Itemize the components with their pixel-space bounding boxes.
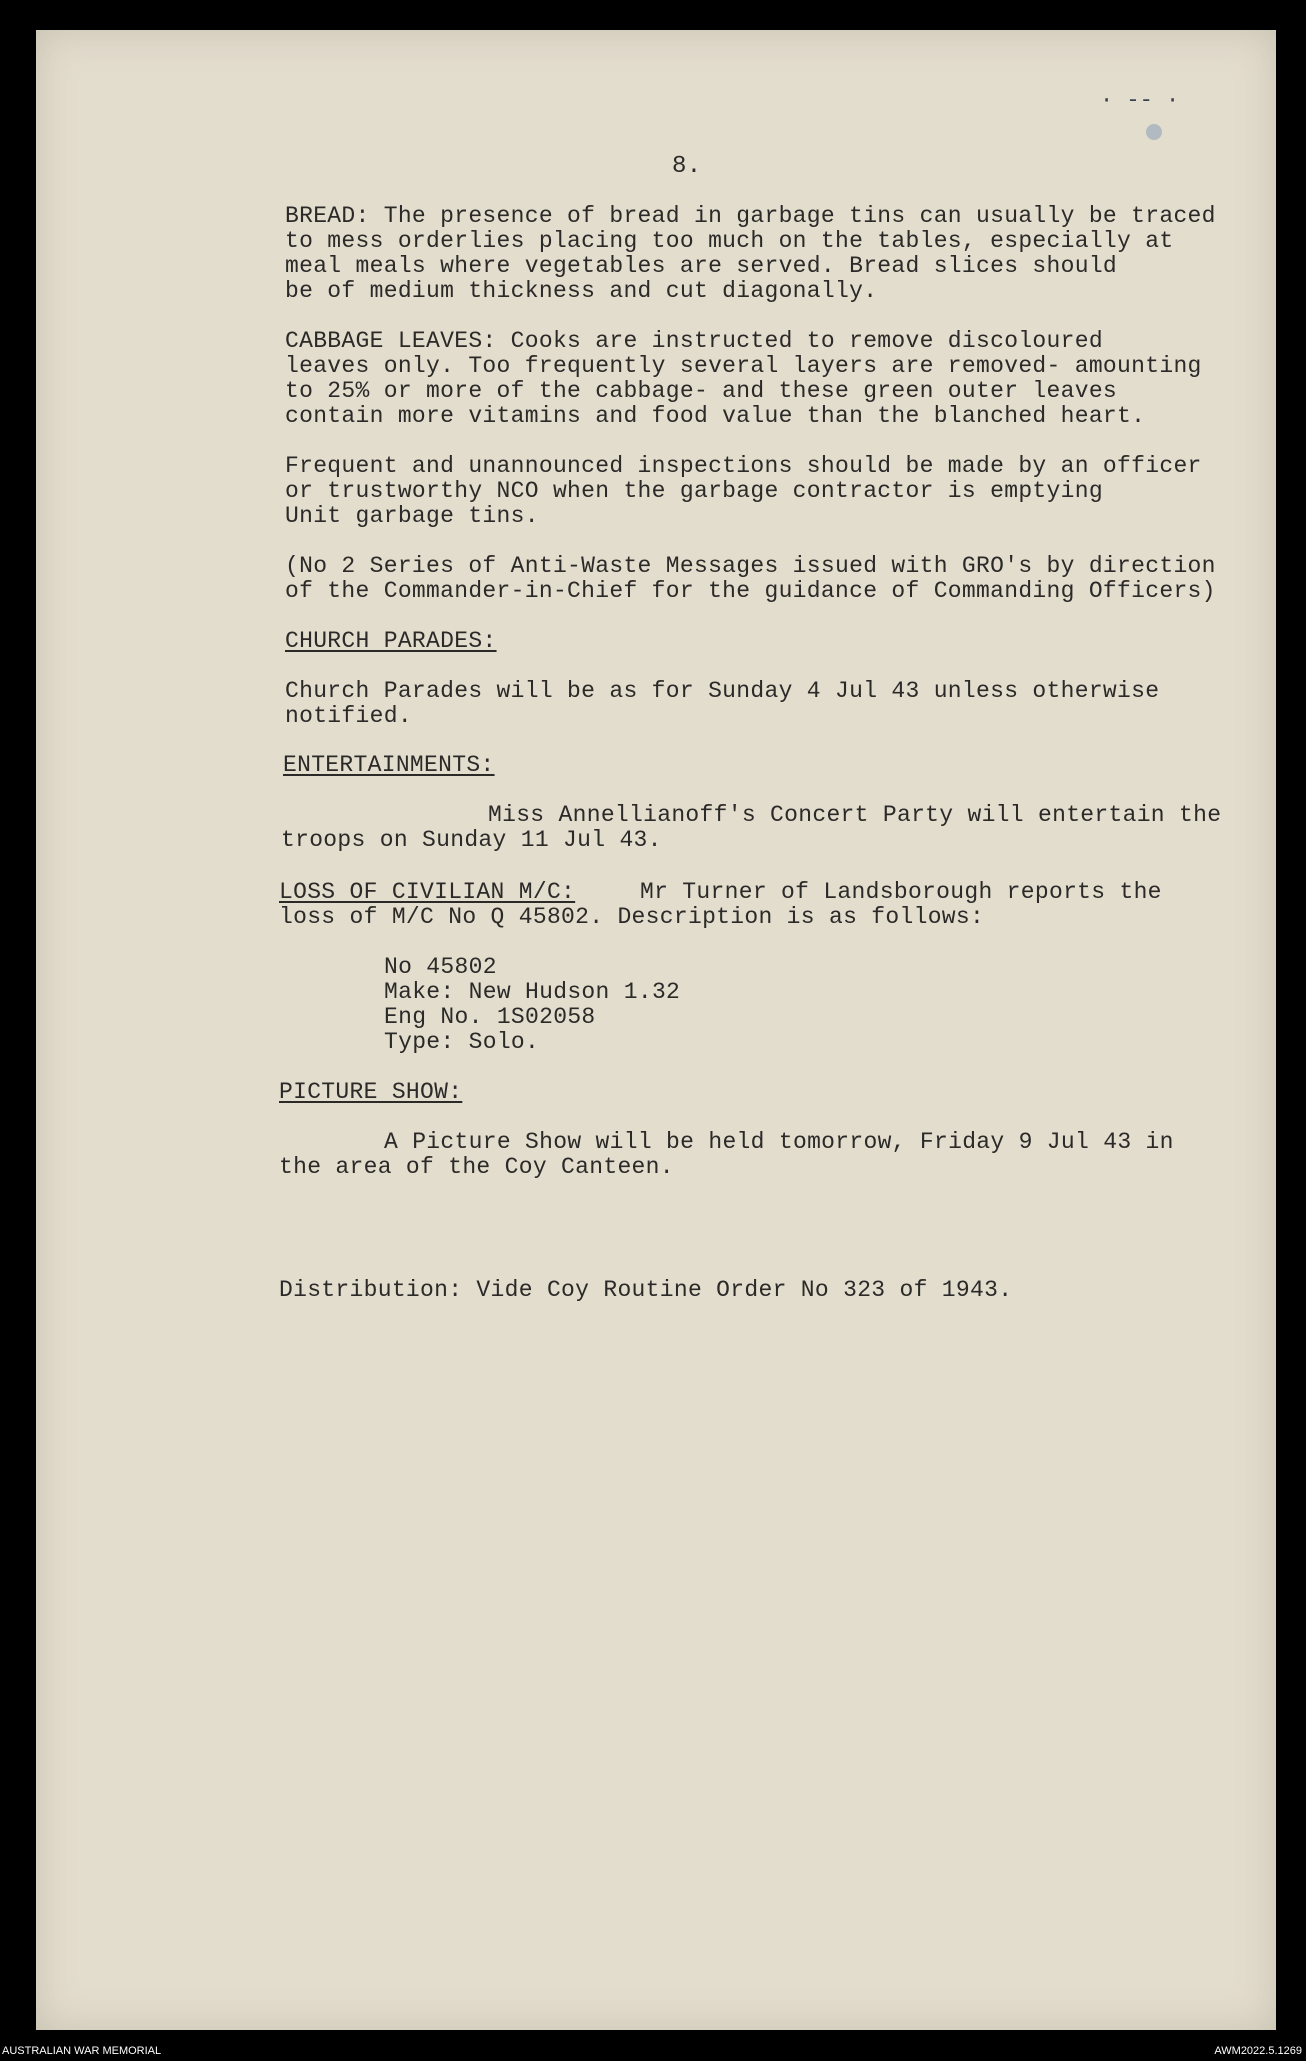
cabbage-line-4: contain more vitamins and food value than the blanched heart. [285,403,1146,429]
bread-line-1: BREAD: The presence of bread in garbage tins can usually be traced [285,203,1216,229]
distribution-line: Distribution: Vide Coy Routine Order No 323 of 1943. [279,1277,1013,1303]
picture-line-1: A Picture Show will be held tomorrow, Friday 9 Jul 43 in [384,1129,1174,1155]
inspections-line-1: Frequent and unannounced inspections should be made by an officer [285,453,1202,479]
loss-heading: LOSS OF CIVILIAN M/C: [279,879,576,905]
church-line-1: Church Parades will be as for Sunday 4 Jul 43 unless otherwise [285,678,1160,704]
cabbage-line-3: to 25% or more of the cabbage- and these green outer leaves [285,378,1118,404]
inspections-line-3: Unit garbage tins. [285,503,539,529]
bread-line-4: be of medium thickness and cut diagonally. [285,278,878,304]
corner-stamp: · -- · [1100,88,1180,113]
inspections-line-2: or trustworthy NCO when the garbage contractor is emptying [285,478,1103,504]
series-note-line-2: of the Commander-in-Chief for the guidance of Commanding Officers) [285,578,1216,604]
cabbage-line-2: leaves only. Too frequently several layers are removed- amounting [285,353,1202,379]
entertainments-line-2: troops on Sunday 11 Jul 43. [281,827,662,853]
entertainments-heading: ENTERTAINMENTS: [283,752,495,778]
bread-line-2: to mess orderlies placing too much on the tables, especially at [285,228,1174,254]
mc-type: Type: Solo. [384,1029,540,1055]
mc-make: Make: New Hudson 1.32 [384,979,681,1005]
picture-line-2: the area of the Coy Canteen. [279,1154,674,1180]
archive-footer-right: AWM2022.5.1269 [1214,2045,1302,2057]
series-note-line-1: (No 2 Series of Anti-Waste Messages issued with GRO's by direction [285,553,1216,579]
archive-footer-left: AUSTRALIAN WAR MEMORIAL [2,2045,162,2057]
mc-engine-number: Eng No. 1S02058 [384,1004,596,1030]
cabbage-line-1: CABBAGE LEAVES: Cooks are instructed to remove discoloured [285,328,1103,354]
mc-number: No 45802 [384,954,497,980]
loss-line-2: loss of M/C No Q 45802. Description is as follows: [279,904,985,930]
church-line-2: notified. [285,703,412,729]
picture-show-heading: PICTURE SHOW: [279,1079,463,1105]
bread-line-3: meal meals where vegetables are served. Bread slices should [285,253,1118,279]
ink-mark [1146,124,1162,140]
church-parades-heading: CHURCH PARADES: [285,628,497,654]
entertainments-line-1: Miss Annellianoff's Concert Party will entertain the [488,802,1222,828]
page-number: 8. [672,153,702,180]
loss-line-1: Mr Turner of Landsborough reports the [640,879,1162,905]
